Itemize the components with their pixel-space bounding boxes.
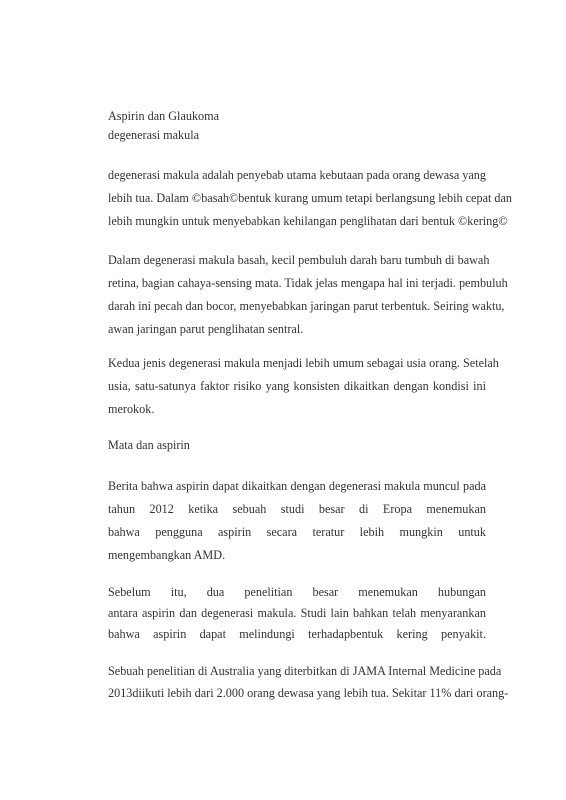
paragraph-line: Berita bahwa aspirin dapat dikaitkan dengan degenerasi makula muncul pada <box>108 479 486 493</box>
paragraph-line: darah ini pecah dan bocor, menyebabkan jaringan parut terbentuk. Seiring waktu, <box>108 299 505 313</box>
paragraph-line: usia, satu-satunya faktor risiko yang konsisten dikaitkan dengan kondisi ini <box>108 379 486 393</box>
paragraph-line: bahwa pengguna aspirin secara teratur lebih mungkin untuk <box>108 525 486 539</box>
paragraph-line: bahwa aspirin dapat melindungi terhadapbentuk kering penyakit. <box>108 627 486 641</box>
paragraph-line: Sebuah penelitian di Australia yang diterbitkan di JAMA Internal Medicine pada <box>108 664 502 678</box>
paragraph-line: degenerasi makula adalah penyebab utama kebutaan pada orang dewasa yang <box>108 168 486 182</box>
section-heading: Mata dan aspirin <box>108 438 190 452</box>
paragraph-line: Sebelum itu, dua penelitian besar menemukan hubungan <box>108 585 486 599</box>
paragraph-line: awan jaringan parut penglihatan sentral. <box>108 322 304 336</box>
paragraph-line: retina, bagian cahaya-sensing mata. Tidak jelas mengapa hal ini terjadi. pembuluh <box>108 276 508 290</box>
title-line-2: degenerasi makula <box>108 128 200 142</box>
paragraph-line: antara aspirin dan degenerasi makula. Studi lain bahkan telah menyarankan <box>108 606 486 620</box>
paragraph-line: lebih tua. Dalam ©basah©bentuk kurang umum tetapi berlangsung lebih cepat dan <box>108 191 513 205</box>
paragraph-line: Dalam degenerasi makula basah, kecil pembuluh darah baru tumbuh di bawah <box>108 253 490 267</box>
paragraph-line: lebih mungkin untuk menyebabkan kehilangan penglihatan dari bentuk ©kering© <box>108 214 508 228</box>
paragraph-line: tahun 2012 ketika sebuah studi besar di Eropa menemukan <box>108 502 486 516</box>
paragraph-line: mengembangkan AMD. <box>108 548 226 562</box>
title-line-1: Aspirin dan Glaukoma <box>108 109 220 123</box>
paragraph-line: Kedua jenis degenerasi makula menjadi lebih umum sebagai usia orang. Setelah <box>108 356 499 370</box>
paragraph-line: 2013diikuti lebih dari 2.000 orang dewasa yang lebih tua. Sekitar 11% dari orang- <box>108 686 509 700</box>
paragraph-line: merokok. <box>108 402 155 416</box>
